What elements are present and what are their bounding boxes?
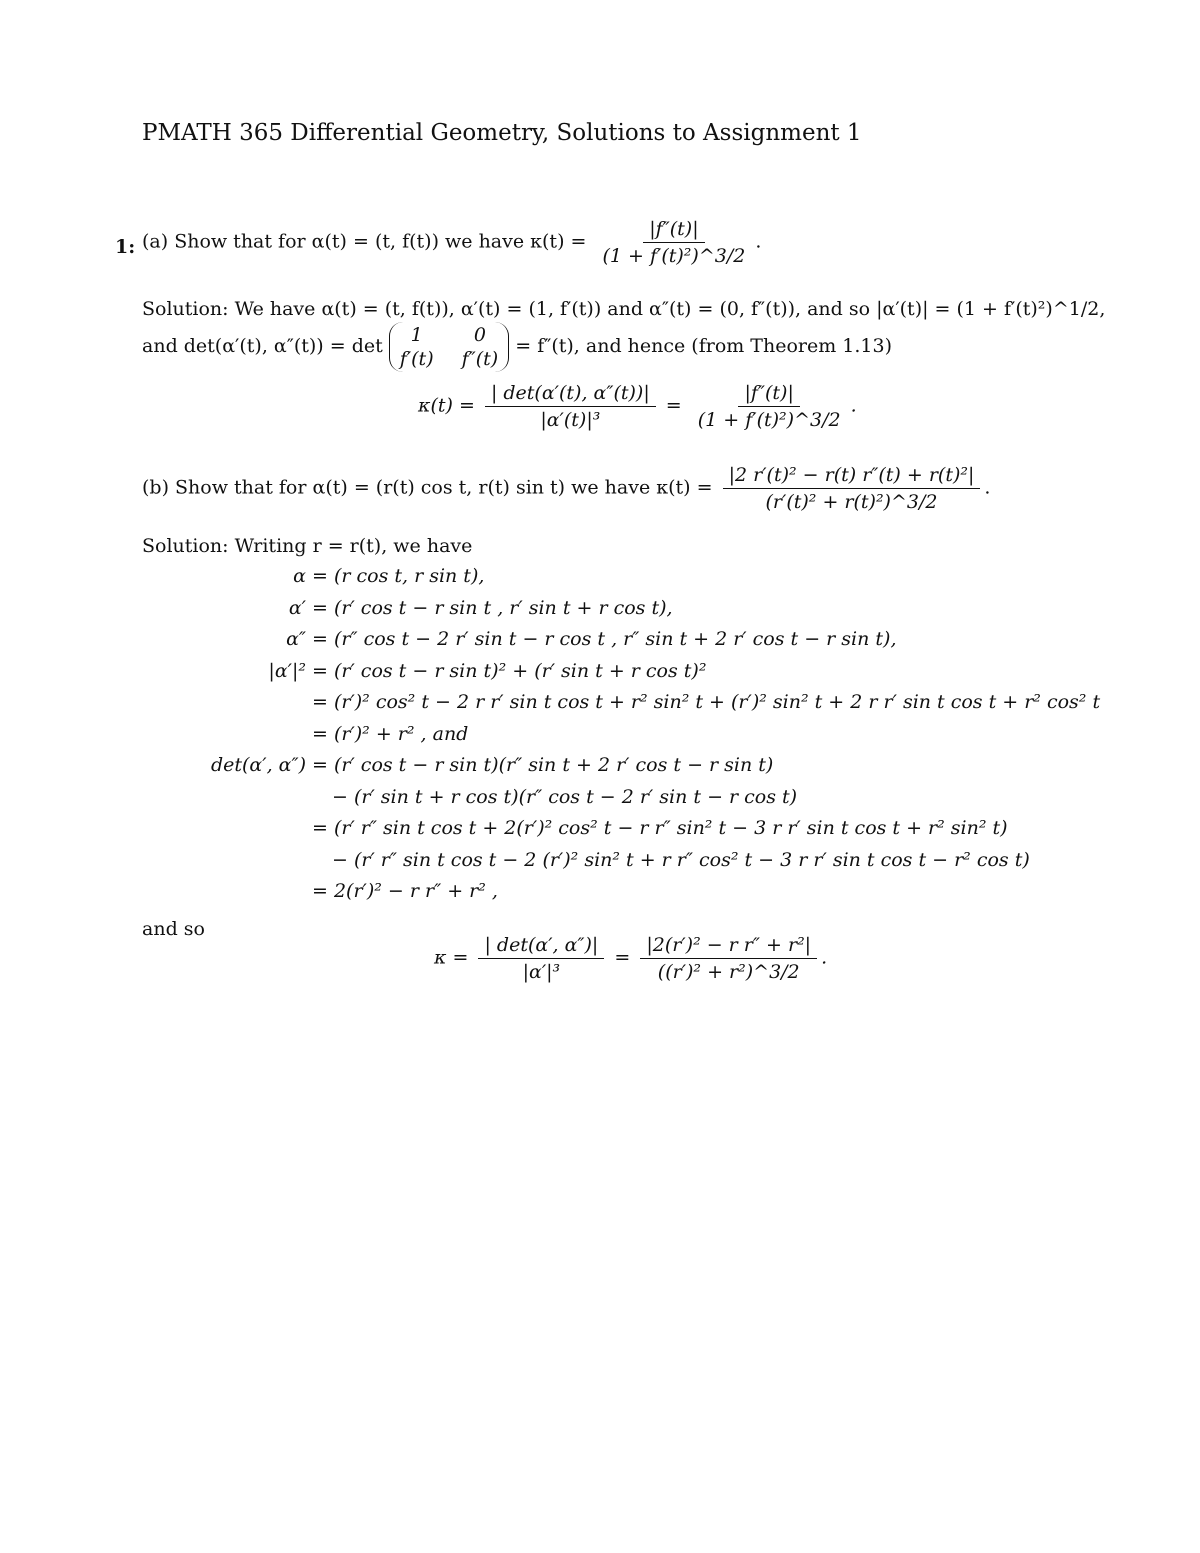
equation-end: . [850, 394, 857, 417]
matrix-entry: f″(t) [461, 348, 499, 370]
equation-rhs: = (r′ r″ sin t cos t + 2(r′)² cos² t − r r″ sin² t − 3 r r′ sin t cos t + r² sin² t) [312, 817, 1008, 839]
equals-sign: = [665, 394, 682, 417]
part-b-prompt-fraction [723, 464, 981, 513]
fraction-numerator: |2(r′)² − r r″ + r²| [640, 934, 817, 959]
part-b-prompt [142, 464, 990, 513]
fraction-numerator: | det(α′, α″)| [478, 934, 604, 959]
equation-rhs: = (r′)² cos² t − 2 r r′ sin t cos t + r² sin² t + (r′)² sin² t + 2 r r′ sin t cos t + r² cos² t [312, 691, 1101, 713]
part-b-prompt-text: (b) Show that for α(t) = (r(t) cos t, r(t) sin t) we have κ(t) = [142, 476, 713, 499]
fraction-denominator: (1 + f′(t)²)^3/2 [697, 409, 841, 431]
kappa-lhs: κ = [434, 946, 469, 969]
part-b-prompt-end: . [984, 476, 991, 499]
equation-lhs: det(α′, α″) [210, 754, 306, 776]
part-a-prompt-end: . [755, 230, 762, 253]
matrix-entry: f′(t) [399, 348, 434, 370]
fraction-denominator: ((r′)² + r²)^3/2 [657, 961, 800, 983]
part-a-prompt [142, 218, 761, 267]
equation-end: . [821, 946, 828, 969]
equation-rhs: = (r′)² + r² , and [312, 722, 469, 745]
equation-lhs: α [293, 565, 306, 587]
part-a-prompt-text: (a) Show that for α(t) = (t, f(t)) we have κ(t) = [142, 230, 587, 253]
kappa-fraction-1 [485, 382, 656, 431]
equation-rhs: − (r′ sin t + r cos t)(r″ cos t − 2 r′ sin t − r cos t) [332, 785, 798, 808]
kappa-lhs: κ(t) = [418, 394, 475, 417]
equation-rhs: = (r″ cos t − 2 r′ sin t − r cos t , r″ sin t + 2 r′ cos t − r sin t), [312, 628, 897, 650]
matrix-entry: 1 [410, 324, 423, 346]
equals-sign: = [614, 946, 631, 969]
equation-rhs: = (r′ cos t − r sin t)² + (r′ sin t + r cos t)² [312, 659, 707, 682]
part-a-curvature-equation [418, 382, 857, 431]
equation-rhs: = (r′ cos t − r sin t)(r″ sin t + 2 r′ cos t − r sin t) [312, 754, 774, 776]
final-fraction-1 [478, 934, 604, 983]
fraction-denominator: (1 + f′(t)²)^3/2 [602, 245, 746, 267]
kappa-fraction-2 [692, 382, 847, 431]
part-b-solution-intro: Solution: Writing r = r(t), we have [142, 535, 473, 557]
fraction-denominator: |α′(t)|³ [540, 409, 601, 431]
document-title: PMATH 365 Differential Geometry, Solutions to Assignment 1 [142, 120, 862, 146]
and-so-text: and so [142, 918, 205, 940]
fraction-numerator: |f″(t)| [738, 382, 799, 407]
equation-lhs: α″ [286, 628, 306, 650]
fraction-denominator: (r′(t)² + r(t)²)^3/2 [765, 491, 938, 513]
fraction-numerator: | det(α′(t), α″(t))| [485, 382, 656, 407]
det-text: and det(α′(t), α″(t)) = det [142, 335, 383, 357]
fraction-numerator: |2 r′(t)² − r(t) r″(t) + r(t)²| [723, 464, 981, 489]
fraction-denominator: |α′|³ [522, 961, 561, 983]
equation-rhs: = (r cos t, r sin t), [312, 565, 485, 587]
part-a-prompt-fraction [597, 218, 752, 267]
problem-number: 1: [115, 236, 136, 258]
equation-rhs: − (r′ r″ sin t cos t − 2 (r′)² sin² t + r r″ cos² t − 3 r r′ sin t cos t − r² cos t) [332, 848, 1030, 871]
part-b-final-curvature [434, 934, 827, 983]
equation-rhs: = 2(r′)² − r r″ + r² , [312, 880, 498, 902]
part-a-solution-line1: Solution: We have α(t) = (t, f(t)), α′(t) = (1, f′(t)) and α″(t) = (0, f″(t)), and so |α′(t)| = (1 + f′(t)²)^1/2, [142, 298, 1106, 320]
part-a-solution-line2 [142, 322, 892, 372]
equation-rhs: = (r′ cos t − r sin t , r′ sin t + r cos t), [312, 596, 673, 619]
matrix-entry: 0 [473, 324, 486, 346]
equation-lhs: |α′|² [268, 659, 306, 682]
fraction-numerator: |f″(t)| [643, 218, 704, 243]
det-result-text: = f″(t), and hence (from Theorem 1.13) [515, 335, 893, 357]
equation-lhs: α′ [288, 596, 306, 619]
determinant-matrix [389, 322, 509, 372]
final-fraction-2 [640, 934, 817, 983]
